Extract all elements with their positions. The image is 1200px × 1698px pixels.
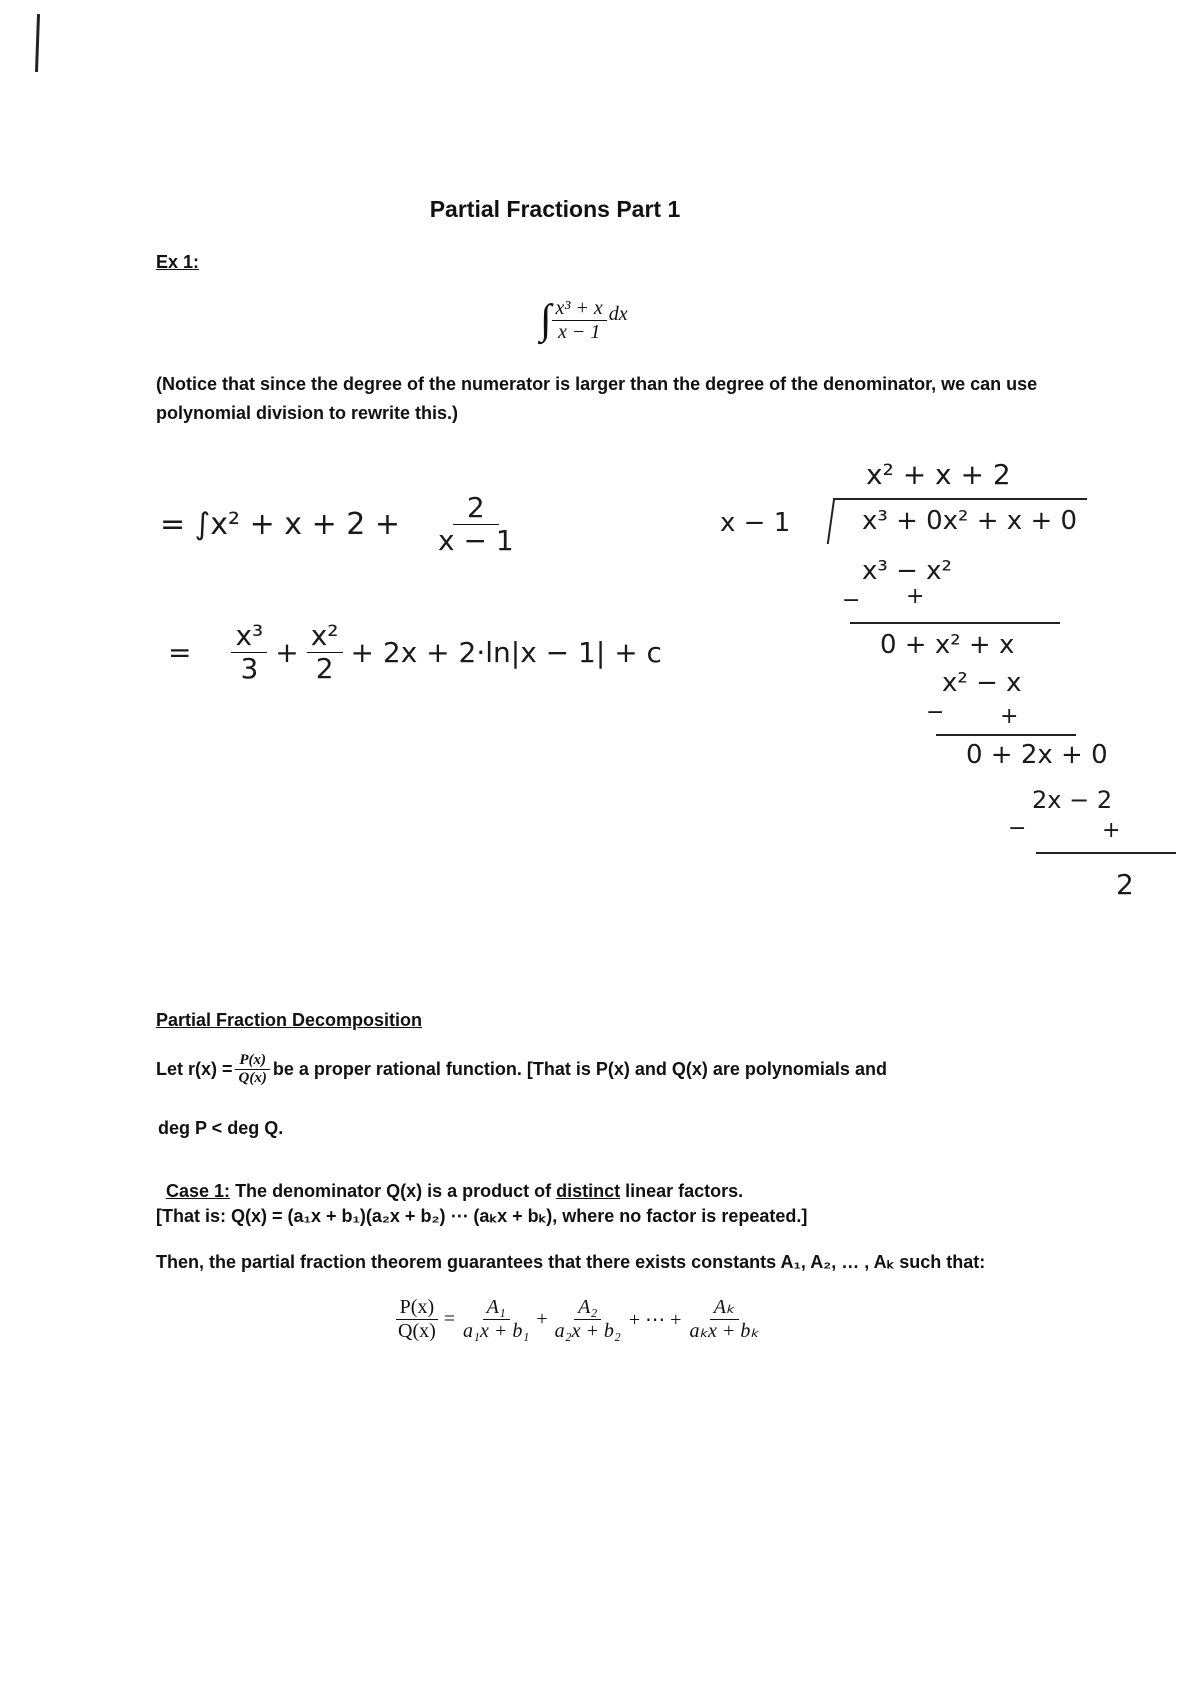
margin-mark	[35, 14, 40, 72]
ld-sub-1: x³ − x²	[862, 556, 952, 586]
integral-dx: dx	[608, 302, 628, 325]
ld-dividend: x³ + 0x² + x + 0	[862, 506, 1078, 536]
pfd-then-line: Then, the partial fraction theorem guarantees that there exists constants A₁, A₂, … , Aₖ such that:	[156, 1252, 986, 1272]
notice-paragraph	[156, 370, 1056, 428]
pfd-that-is-line: [That is: Q(x) = (a₁x + b₁)(a₂x + b₂) ⋯ (aₖx + bₖ), where no factor is repeated.]	[156, 1206, 808, 1226]
step1-frac-num: 2	[453, 492, 499, 525]
formula-dots: + ⋯ +	[628, 1309, 682, 1331]
step2-rest: + 2x + 2·ln|x − 1| + c	[350, 636, 662, 670]
ld-remainder-1: 0 + x² + x	[880, 630, 1015, 660]
step2-equals: =	[168, 636, 192, 670]
pfd-let-line	[156, 1052, 887, 1088]
integral-numerator: x³ + x	[552, 297, 607, 321]
example-label: Ex 1:	[156, 252, 200, 272]
ld-rule-2	[936, 734, 1076, 736]
integral-sign: ∫	[540, 297, 552, 343]
handwritten-step-1	[160, 492, 518, 557]
pfd-case-text-b: linear factors.	[620, 1181, 744, 1201]
ld-sign-plus-2: +	[1000, 704, 1019, 729]
ld-rule-3	[1036, 852, 1176, 854]
step2-term2-num: x²	[307, 620, 343, 653]
pfd-formula	[394, 1296, 763, 1343]
formula-equals: =	[443, 1308, 456, 1330]
ld-sign-plus-3: +	[1102, 818, 1121, 843]
step2-plus: +	[275, 636, 299, 670]
formula-term-k	[685, 1296, 762, 1343]
formula-term-1-den: a₁x + b₁	[463, 1320, 530, 1342]
ld-sub-2: x² − x	[942, 668, 1022, 698]
notice-line-1: (Notice that since the degree of the numerator is larger than the degree of the denominator, we can use	[156, 374, 1038, 394]
integral-denominator: x − 1	[557, 320, 601, 343]
formula-plus: +	[536, 1308, 548, 1330]
step1-fraction	[434, 492, 518, 557]
step2-term1	[231, 620, 267, 685]
ld-sub-3: 2x − 2	[1032, 786, 1113, 814]
step2-term1-den: 3	[240, 652, 259, 686]
ld-remainder-2: 0 + 2x + 0	[966, 740, 1108, 770]
ld-divisor: x − 1	[720, 508, 791, 538]
formula-term-2-num: A₂	[574, 1296, 601, 1320]
step2-term2	[307, 620, 343, 685]
pfd-case-text-a: The denominator Q(x) is a product of	[230, 1181, 557, 1201]
formula-term-1-num: A₁	[483, 1296, 510, 1320]
pfd-let-fraction	[235, 1052, 271, 1088]
step2-term1-num: x³	[231, 620, 267, 653]
pfd-let-prefix: Let r(x) =	[156, 1059, 233, 1080]
formula-term-k-num: Aₖ	[710, 1296, 739, 1320]
ld-sign-plus-1: +	[906, 584, 925, 609]
pfd-let-num: P(x)	[235, 1052, 270, 1070]
ld-sign-minus-1: −	[842, 588, 861, 613]
pfd-let-den: Q(x)	[238, 1070, 267, 1087]
formula-lhs-num: P(x)	[396, 1296, 438, 1320]
formula-term-2-den: a₂x + b₂	[554, 1320, 621, 1342]
pfd-let-suffix: be a proper rational function. [That is P(x) and Q(x) are polynomials and	[272, 1059, 887, 1080]
step2-term2-den: 2	[315, 652, 334, 686]
pfd-case-label: Case 1:	[166, 1181, 231, 1201]
ld-quotient: x² + x + 2	[866, 458, 1011, 491]
step1-prefix: = ∫x² + x + 2 +	[160, 507, 401, 543]
pfd-degree-line: deg P < deg Q.	[158, 1118, 284, 1138]
page-title: Partial Fractions Part 1	[429, 196, 681, 222]
ld-rule-1	[850, 622, 1060, 624]
ld-sign-minus-3: −	[1008, 816, 1027, 841]
formula-term-1	[459, 1296, 533, 1343]
pfd-case-distinct: distinct	[556, 1181, 621, 1201]
ld-sign-minus-2: −	[926, 700, 945, 725]
integral-fraction	[552, 297, 607, 344]
formula-term-2	[551, 1296, 625, 1343]
pfd-case-line	[156, 1160, 743, 1202]
formula-lhs-den: Q(x)	[398, 1320, 436, 1342]
step1-frac-den: x − 1	[438, 524, 514, 558]
formula-lhs	[394, 1296, 440, 1343]
integral-expression	[540, 296, 628, 344]
notice-line-2: polynomial division to rewrite this.)	[156, 403, 459, 423]
handwritten-step-2	[168, 620, 662, 685]
formula-term-k-den: aₖx + bₖ	[689, 1320, 759, 1342]
pfd-heading: Partial Fraction Decomposition	[156, 1010, 423, 1030]
ld-final-remainder: 2	[1116, 868, 1134, 901]
